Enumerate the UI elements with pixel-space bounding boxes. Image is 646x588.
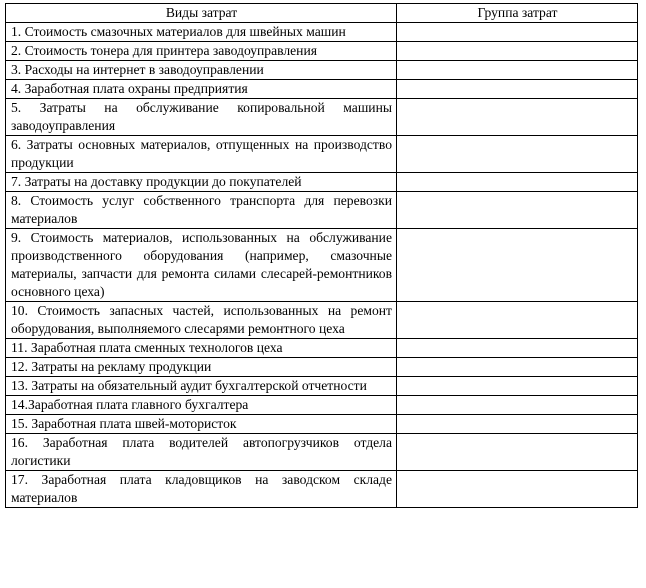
table-row xyxy=(6,42,638,61)
cost-group-cell[interactable] xyxy=(397,396,638,415)
cost-type-cell: 12. Затраты на рекламу продукции xyxy=(6,358,397,377)
table-body xyxy=(6,23,638,508)
cost-type-cell: 9. Стоимость материалов, использованных на обслуживание производственного оборудования (например, смазочные материалы, запчасти для ремонта силами слесарей-ремонтников основного цеха) xyxy=(6,229,397,302)
cost-group-cell[interactable] xyxy=(397,80,638,99)
table-row xyxy=(6,471,638,508)
cost-group-cell[interactable] xyxy=(397,61,638,80)
table-row xyxy=(6,434,638,471)
table-row xyxy=(6,302,638,339)
cost-group-cell[interactable] xyxy=(397,302,638,339)
cost-type-cell: 17. Заработная плата кладовщиков на заводском складе материалов xyxy=(6,471,397,508)
cost-type-cell: 13. Затраты на обязательный аудит бухгалтерской отчетности xyxy=(6,377,397,396)
cost-group-cell[interactable] xyxy=(397,415,638,434)
cost-type-cell: 2. Стоимость тонера для принтера заводоуправления xyxy=(6,42,397,61)
cost-group-cell[interactable] xyxy=(397,99,638,136)
cost-type-cell: 14.Заработная плата главного бухгалтера xyxy=(6,396,397,415)
table-row xyxy=(6,99,638,136)
cost-type-cell: 7. Затраты на доставку продукции до покупателей xyxy=(6,173,397,192)
table-row xyxy=(6,339,638,358)
table-row xyxy=(6,80,638,99)
cost-group-cell[interactable] xyxy=(397,192,638,229)
cost-type-cell: 10. Стоимость запасных частей, использованных на ремонт оборудования, выполняемого слесарями ремонтного цеха xyxy=(6,302,397,339)
header-cost-type: Виды затрат xyxy=(6,4,397,23)
cost-type-cell: 3. Расходы на интернет в заводоуправлении xyxy=(6,61,397,80)
table-row xyxy=(6,415,638,434)
cost-type-cell: 11. Заработная плата сменных технологов цеха xyxy=(6,339,397,358)
table-row xyxy=(6,358,638,377)
cost-group-cell[interactable] xyxy=(397,339,638,358)
cost-type-cell: 8. Стоимость услуг собственного транспорта для перевозки материалов xyxy=(6,192,397,229)
cost-type-cell: 6. Затраты основных материалов, отпущенных на производство продукции xyxy=(6,136,397,173)
cost-type-cell: 4. Заработная плата охраны предприятия xyxy=(6,80,397,99)
table-row xyxy=(6,61,638,80)
cost-type-cell: 1. Стоимость смазочных материалов для швейных машин xyxy=(6,23,397,42)
cost-group-cell[interactable] xyxy=(397,377,638,396)
cost-group-cell[interactable] xyxy=(397,136,638,173)
table-row xyxy=(6,23,638,42)
cost-type-cell: 15. Заработная плата швей-мотористок xyxy=(6,415,397,434)
cost-group-cell[interactable] xyxy=(397,229,638,302)
cost-group-cell[interactable] xyxy=(397,471,638,508)
cost-type-cell: 5. Затраты на обслуживание копировальной машины заводоуправления xyxy=(6,99,397,136)
table-row xyxy=(6,229,638,302)
cost-group-cell[interactable] xyxy=(397,23,638,42)
table-row xyxy=(6,192,638,229)
cost-group-cell[interactable] xyxy=(397,42,638,61)
header-cost-group: Группа затрат xyxy=(397,4,638,23)
table-row xyxy=(6,136,638,173)
table-row xyxy=(6,173,638,192)
cost-type-cell: 16. Заработная плата водителей автопогрузчиков отдела логистики xyxy=(6,434,397,471)
cost-group-cell[interactable] xyxy=(397,434,638,471)
cost-group-cell[interactable] xyxy=(397,173,638,192)
cost-classification-table xyxy=(5,3,638,508)
table-header-row xyxy=(6,4,638,23)
cost-group-cell[interactable] xyxy=(397,358,638,377)
table-row xyxy=(6,396,638,415)
table-row xyxy=(6,377,638,396)
